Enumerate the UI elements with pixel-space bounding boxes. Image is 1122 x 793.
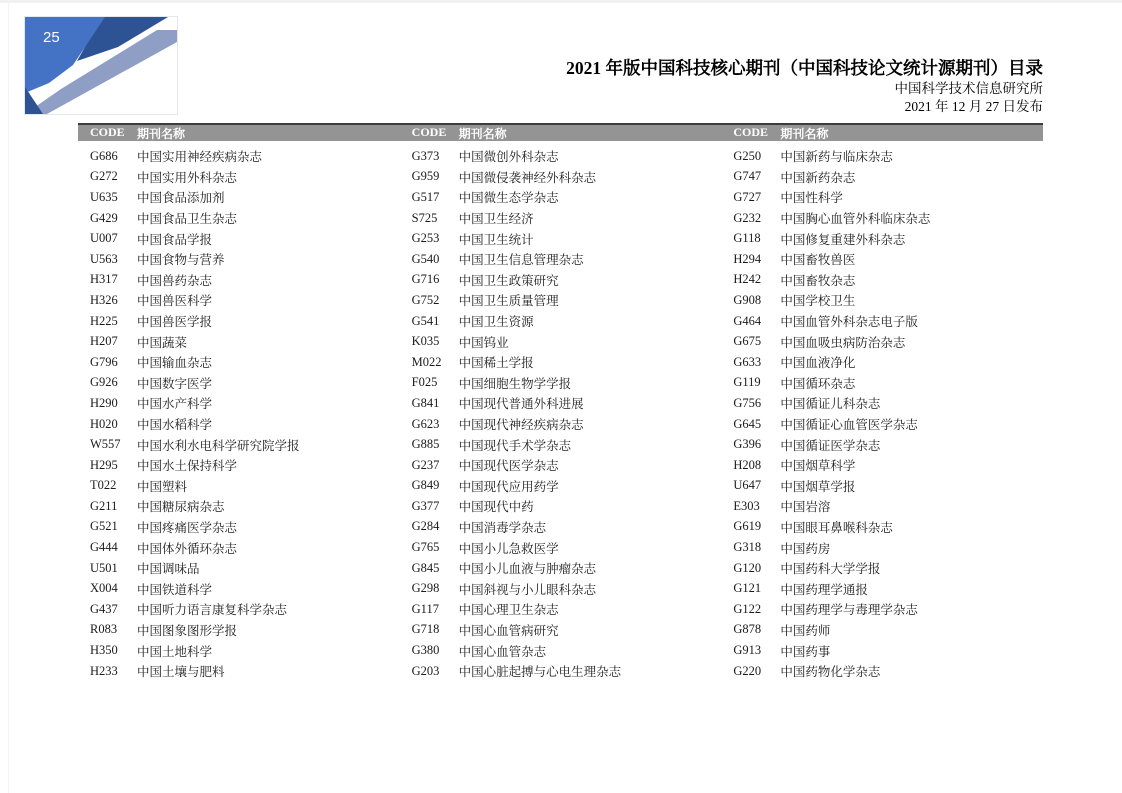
journal-name: 中国烟草科学 <box>780 459 856 474</box>
journal-code: G796 <box>90 354 118 369</box>
journal-code: G464 <box>733 313 762 328</box>
journal-row <box>78 290 400 311</box>
journal-code: G619 <box>733 519 762 534</box>
code-column-header: CODE <box>733 124 768 139</box>
journal-code: G122 <box>733 601 762 616</box>
journal-name: 中国小儿血液与肿瘤杂志 <box>458 562 597 577</box>
journal-row <box>78 455 400 476</box>
journal-code: G373 <box>411 148 440 163</box>
journal-name: 中国微侵袭神经外科杂志 <box>458 170 597 185</box>
journal-code: G444 <box>90 540 118 555</box>
journal-row <box>721 476 1043 497</box>
journal-code: G396 <box>733 437 762 452</box>
journal-code: U647 <box>733 478 762 493</box>
journal-row <box>78 146 400 167</box>
journal-row <box>400 187 722 208</box>
journal-row <box>721 373 1043 394</box>
journal-row <box>78 434 400 455</box>
journal-row <box>400 146 722 167</box>
journal-row <box>721 290 1043 311</box>
journal-code: H207 <box>90 334 118 349</box>
journal-row <box>400 311 722 332</box>
journal-row <box>721 517 1043 538</box>
journal-code: G765 <box>411 540 440 555</box>
journal-name: 中国水稻科学 <box>137 418 213 433</box>
journal-name: 中国稀土学报 <box>458 356 534 371</box>
journal-name: 中国斜视与小儿眼科杂志 <box>458 582 597 597</box>
journal-name: 中国畜牧杂志 <box>780 273 856 288</box>
journal-name: 中国心脏起搏与心电生理杂志 <box>458 665 622 680</box>
code-column-header: CODE <box>90 124 125 139</box>
journal-name: 中国修复重建外科杂志 <box>780 232 906 247</box>
journal-code: R083 <box>90 622 118 637</box>
journal-name: 中国蔬菜 <box>137 335 188 350</box>
journal-name: 中国铁道科学 <box>137 582 213 597</box>
journal-code: G959 <box>411 169 440 184</box>
journal-code: F025 <box>411 375 438 390</box>
journal-code: G623 <box>411 416 440 431</box>
journal-row <box>400 517 722 538</box>
journal-code: G718 <box>411 622 440 637</box>
journal-code: G220 <box>733 663 762 678</box>
journal-name: 中国现代应用药学 <box>458 479 559 494</box>
journal-code: G272 <box>90 169 118 184</box>
journal-name: 中国血液净化 <box>780 356 856 371</box>
journal-code: G540 <box>411 251 440 266</box>
journal-name: 中国数字医学 <box>137 376 213 391</box>
journal-name: 中国食品添加剂 <box>137 191 225 206</box>
journal-name: 中国调味品 <box>137 562 200 577</box>
journal-name: 中国听力语言康复科学杂志 <box>137 603 288 618</box>
journal-code: H208 <box>733 457 762 472</box>
table-header-group-3 <box>721 125 1043 142</box>
publisher-name: 中国科学技术信息研究所 <box>894 81 1043 96</box>
journal-name: 中国药事 <box>780 644 831 659</box>
journal-code: U501 <box>90 560 118 575</box>
journal-row <box>400 476 722 497</box>
journal-name: 中国卫生政策研究 <box>458 273 559 288</box>
journal-name: 中国水产科学 <box>137 397 213 412</box>
journal-code: H326 <box>90 292 118 307</box>
journal-code: H317 <box>90 272 118 287</box>
table-header-row <box>78 123 1043 141</box>
journal-name-column-header: 期刊名称 <box>780 126 829 141</box>
journal-row <box>78 537 400 558</box>
journal-name: 中国体外循环杂志 <box>137 541 238 556</box>
journal-name: 中国循证儿科杂志 <box>780 397 881 412</box>
journal-name: 中国烟草学报 <box>780 479 856 494</box>
journal-name-column-header: 期刊名称 <box>458 126 507 141</box>
journal-code: H350 <box>90 643 118 658</box>
journal-row <box>78 311 400 332</box>
journal-code: X004 <box>90 581 118 596</box>
journal-name: 中国疼痛医学杂志 <box>137 520 238 535</box>
journal-code: S725 <box>411 210 438 225</box>
journal-code: G716 <box>411 272 440 287</box>
code-column-header: CODE <box>411 124 447 139</box>
journal-name: 中国新药与临床杂志 <box>780 150 893 165</box>
journal-row <box>78 599 400 620</box>
journal-row <box>78 496 400 517</box>
journal-row <box>721 496 1043 517</box>
journal-code: G727 <box>733 189 762 204</box>
journal-code: G237 <box>411 457 440 472</box>
journal-row <box>78 228 400 249</box>
journal-code: G121 <box>733 581 762 596</box>
journal-row <box>400 249 722 270</box>
journal-row <box>400 414 722 435</box>
journal-code: G517 <box>411 189 440 204</box>
journal-row <box>78 270 400 291</box>
journal-name: 中国药师 <box>780 623 831 638</box>
journal-name: 中国循环杂志 <box>780 376 856 391</box>
journal-name-column-header: 期刊名称 <box>137 126 186 141</box>
journal-row <box>78 558 400 579</box>
journal-row <box>400 640 722 661</box>
journal-code: H242 <box>733 272 762 287</box>
journal-row <box>78 208 400 229</box>
document-title: 2021 年版中国科技核心期刊（中国科技论文统计源期刊）目录 <box>566 58 1043 78</box>
journal-row <box>721 640 1043 661</box>
journal-row <box>400 208 722 229</box>
journal-row <box>400 578 722 599</box>
journal-code: G926 <box>90 375 118 390</box>
journal-name: 中国眼耳鼻喉科杂志 <box>780 520 893 535</box>
journal-code: G675 <box>733 334 762 349</box>
journal-name: 中国食物与营养 <box>137 253 225 268</box>
journal-code: G756 <box>733 395 762 410</box>
table-header-group-2 <box>400 125 722 142</box>
journal-row <box>400 661 722 682</box>
journal-row <box>721 249 1043 270</box>
journal-row <box>721 599 1043 620</box>
journal-row <box>78 661 400 682</box>
journal-row <box>721 661 1043 682</box>
journal-name: 中国畜牧兽医 <box>780 253 856 268</box>
journal-code: G521 <box>90 519 118 534</box>
table-body <box>78 146 1043 681</box>
journal-name: 中国药科大学学报 <box>780 562 881 577</box>
journal-column-2 <box>400 146 722 681</box>
journal-row <box>400 228 722 249</box>
journal-code: H294 <box>733 251 762 266</box>
journal-code: G120 <box>733 560 762 575</box>
journal-row <box>400 270 722 291</box>
journal-name: 中国微生态学杂志 <box>458 191 559 206</box>
journal-row <box>400 620 722 641</box>
journal-code: G429 <box>90 210 118 225</box>
journal-name: 中国兽医学报 <box>137 315 213 330</box>
journal-row <box>400 455 722 476</box>
journal-name: 中国性科学 <box>780 191 843 206</box>
journal-name: 中国岩溶 <box>780 500 831 515</box>
journal-name: 中国药理学通报 <box>780 582 868 597</box>
journal-row <box>721 352 1043 373</box>
journal-code: G203 <box>411 663 440 678</box>
journal-name: 中国心理卫生杂志 <box>458 603 559 618</box>
journal-name: 中国卫生质量管理 <box>458 294 559 309</box>
journal-row <box>400 373 722 394</box>
journal-name: 中国小儿急救医学 <box>458 541 559 556</box>
journal-name: 中国钨业 <box>458 335 509 350</box>
journal-name: 中国药理学与毒理学杂志 <box>780 603 918 618</box>
journal-row <box>400 167 722 188</box>
journal-row <box>400 352 722 373</box>
journal-name: 中国食品卫生杂志 <box>137 212 238 227</box>
journal-name: 中国心血管病研究 <box>458 623 559 638</box>
journal-row <box>78 414 400 435</box>
journal-code: G380 <box>411 643 440 658</box>
journal-name: 中国血吸虫病防治杂志 <box>780 335 906 350</box>
page-top-edge <box>0 0 1122 3</box>
journal-row <box>721 331 1043 352</box>
journal-code: G118 <box>733 231 761 246</box>
journal-name: 中国循证心血管医学杂志 <box>780 418 918 433</box>
journal-name: 中国卫生统计 <box>458 232 534 247</box>
journal-row <box>78 249 400 270</box>
journal-row <box>721 434 1043 455</box>
journal-code: G541 <box>411 313 440 328</box>
journal-row <box>78 187 400 208</box>
journal-code: G686 <box>90 148 118 163</box>
journal-code: G645 <box>733 416 762 431</box>
journal-name: 中国卫生资源 <box>458 315 534 330</box>
journal-name: 中国输血杂志 <box>137 356 213 371</box>
journal-row <box>78 352 400 373</box>
page-number-badge <box>25 17 177 114</box>
journal-name: 中国图象图形学报 <box>137 623 238 638</box>
journal-name: 中国实用外科杂志 <box>137 170 238 185</box>
journal-code: G298 <box>411 581 440 596</box>
journal-row <box>400 599 722 620</box>
journal-code: U563 <box>90 251 118 266</box>
journal-code: G437 <box>90 601 118 616</box>
journal-name: 中国食品学报 <box>137 232 213 247</box>
journal-name: 中国药房 <box>780 541 831 556</box>
journal-name: 中国水利水电科学研究院学报 <box>137 438 300 453</box>
journal-code: E303 <box>733 498 760 513</box>
journal-row <box>78 373 400 394</box>
journal-code: G318 <box>733 540 762 555</box>
journal-code: M022 <box>411 354 442 369</box>
journal-code: H020 <box>90 416 118 431</box>
journal-row <box>400 331 722 352</box>
document-header <box>566 57 1043 116</box>
journal-code: G878 <box>733 622 762 637</box>
journal-name: 中国药物化学杂志 <box>780 665 881 680</box>
journal-name: 中国糖尿病杂志 <box>137 500 225 515</box>
journal-code: G849 <box>411 478 440 493</box>
journal-row <box>400 537 722 558</box>
journal-row <box>721 455 1043 476</box>
page-number: 25 <box>43 29 60 46</box>
journal-name: 中国心血管杂志 <box>458 644 547 659</box>
journal-code: G908 <box>733 292 762 307</box>
journal-column-1 <box>78 146 400 681</box>
journal-name: 中国卫生信息管理杂志 <box>458 253 584 268</box>
journal-code: G250 <box>733 148 762 163</box>
journal-name: 中国现代神经疾病杂志 <box>458 418 584 433</box>
journal-code: G885 <box>411 437 440 452</box>
journal-row <box>78 476 400 497</box>
journal-row <box>400 434 722 455</box>
journal-row <box>400 558 722 579</box>
journal-code: G253 <box>411 231 440 246</box>
journal-code: G377 <box>411 498 440 513</box>
journal-row <box>721 414 1043 435</box>
journal-row <box>721 228 1043 249</box>
journal-code: H233 <box>90 663 118 678</box>
journal-name: 中国消毒学杂志 <box>458 520 547 535</box>
journal-row <box>78 167 400 188</box>
journal-name: 中国现代中药 <box>458 500 534 515</box>
journal-table <box>78 123 1043 681</box>
journal-name: 中国兽医科学 <box>137 294 213 309</box>
journal-row <box>400 290 722 311</box>
journal-name: 中国实用神经疾病杂志 <box>137 150 263 165</box>
table-header-group-1 <box>78 125 400 142</box>
journal-name: 中国现代医学杂志 <box>458 459 559 474</box>
journal-code: W557 <box>90 437 121 452</box>
journal-row <box>721 167 1043 188</box>
journal-code: U635 <box>90 189 118 204</box>
journal-code: G119 <box>733 375 761 390</box>
journal-name: 中国新药杂志 <box>780 170 856 185</box>
journal-column-3 <box>721 146 1043 681</box>
journal-name: 中国卫生经济 <box>458 212 534 227</box>
journal-row <box>721 187 1043 208</box>
journal-code: G752 <box>411 292 440 307</box>
journal-name: 中国循证医学杂志 <box>780 438 881 453</box>
journal-name: 中国土壤与肥料 <box>137 665 225 680</box>
journal-row <box>78 517 400 538</box>
journal-name: 中国兽药杂志 <box>137 273 213 288</box>
journal-row <box>721 393 1043 414</box>
journal-code: H290 <box>90 395 118 410</box>
journal-row <box>721 208 1043 229</box>
journal-name: 中国水土保持科学 <box>137 459 238 474</box>
journal-row <box>400 496 722 517</box>
journal-code: G633 <box>733 354 762 369</box>
journal-row <box>78 620 400 641</box>
journal-row <box>721 270 1043 291</box>
journal-name: 中国现代普通外科进展 <box>458 397 584 412</box>
journal-row <box>721 620 1043 641</box>
journal-code: K035 <box>411 334 440 349</box>
journal-row <box>400 393 722 414</box>
journal-name: 中国现代手术学杂志 <box>458 438 572 453</box>
journal-row <box>78 393 400 414</box>
publish-date: 2021 年 12 月 27 日发布 <box>904 99 1043 114</box>
journal-code: G211 <box>90 498 118 513</box>
journal-code: U007 <box>90 231 118 246</box>
journal-name: 中国微创外科杂志 <box>458 150 559 165</box>
journal-row <box>78 331 400 352</box>
journal-row <box>721 537 1043 558</box>
journal-code: G747 <box>733 169 762 184</box>
journal-row <box>721 558 1043 579</box>
journal-code: G284 <box>411 519 440 534</box>
journal-row <box>721 578 1043 599</box>
journal-code: H295 <box>90 457 118 472</box>
journal-code: G841 <box>411 395 440 410</box>
journal-name: 中国胸心血管外科临床杂志 <box>780 212 931 227</box>
journal-code: G232 <box>733 210 762 225</box>
journal-code: G913 <box>733 643 762 658</box>
journal-row <box>78 578 400 599</box>
journal-name: 中国塑料 <box>137 479 188 494</box>
journal-code: G117 <box>411 601 439 616</box>
journal-row <box>721 146 1043 167</box>
journal-row <box>721 311 1043 332</box>
journal-name: 中国细胞生物学学报 <box>458 376 572 391</box>
journal-code: H225 <box>90 313 118 328</box>
journal-name: 中国学校卫生 <box>780 294 856 309</box>
journal-name: 中国土地科学 <box>137 644 213 659</box>
journal-row <box>78 640 400 661</box>
journal-name: 中国血管外科杂志电子版 <box>780 315 918 330</box>
journal-code: T022 <box>90 478 117 493</box>
page-left-edge <box>8 0 9 793</box>
journal-code: G845 <box>411 560 440 575</box>
